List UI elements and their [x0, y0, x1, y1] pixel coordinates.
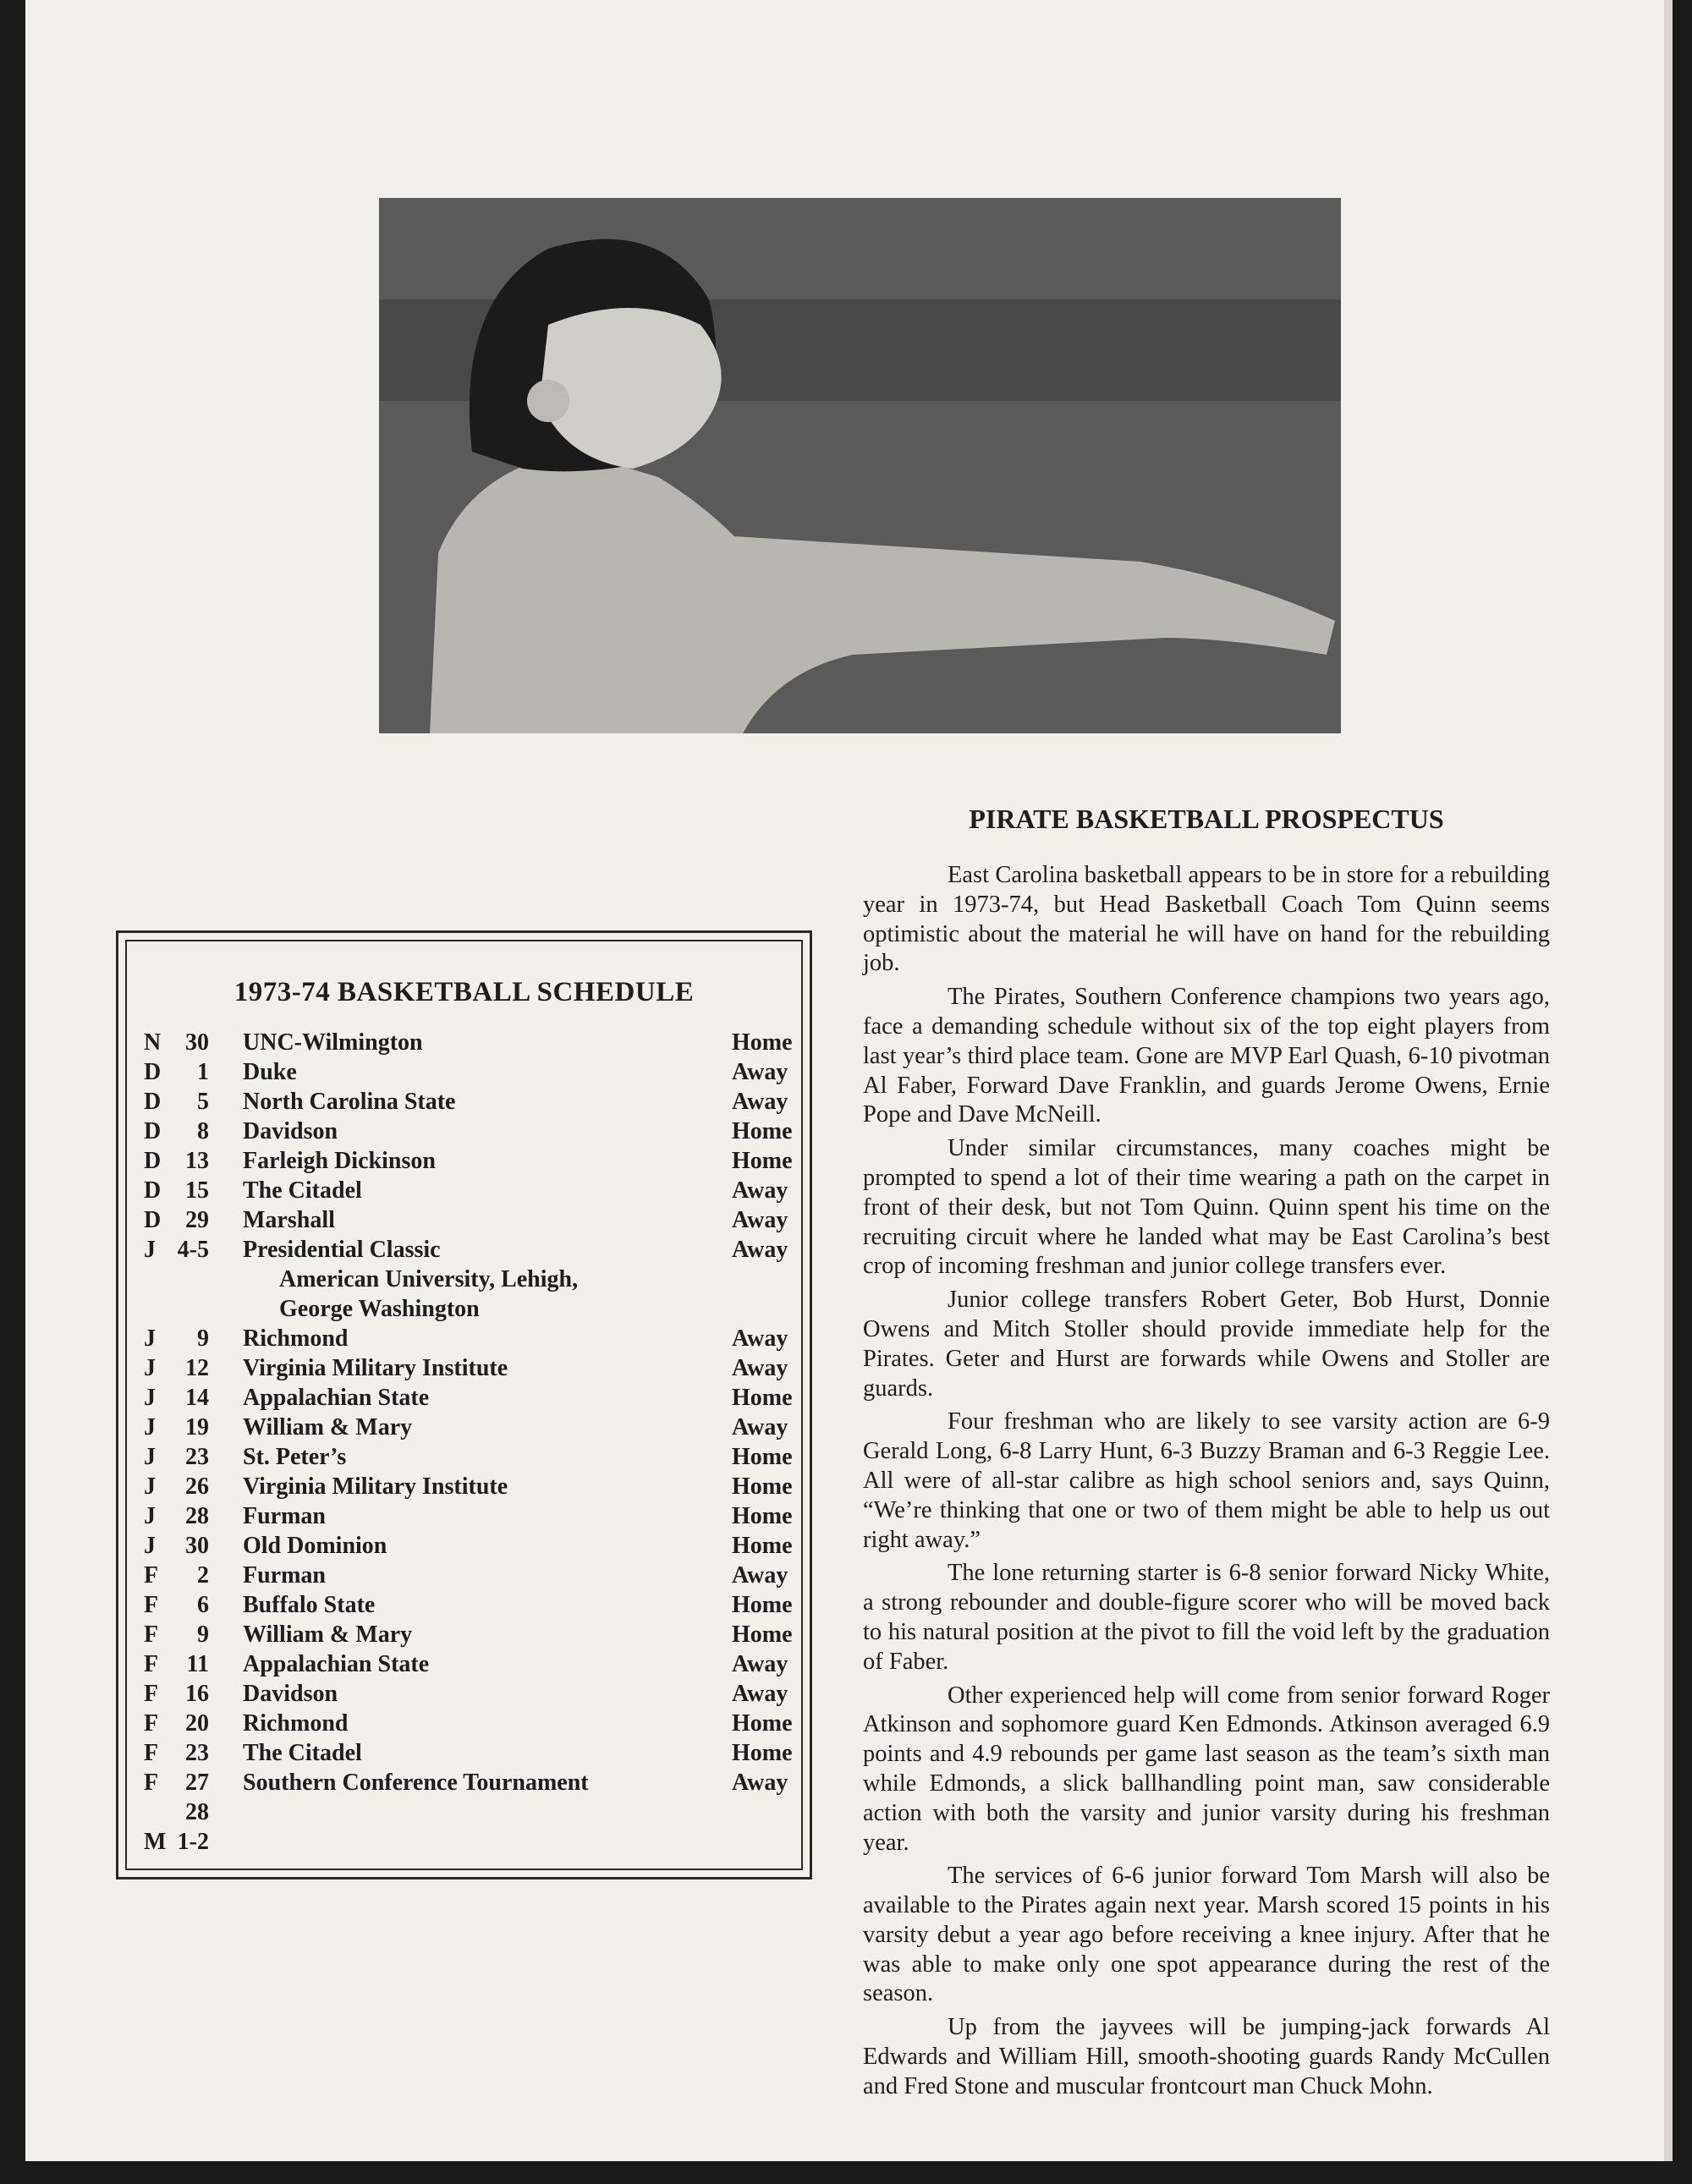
schedule-table: [144, 1028, 793, 1857]
game-month: D: [144, 1089, 162, 1115]
game-month: F: [144, 1592, 159, 1618]
game-day: 30: [185, 1533, 209, 1559]
game-opponent: St. Peter’s: [243, 1444, 347, 1470]
article-paragraph: Junior college transfers Robert Geter, Bob Hurst, Donnie Owens and Mitch Stoller should provide immediate help for the Pirates. Geter and Hurst are forwards while Owens and Stoller are guards.: [863, 1287, 1550, 1402]
article-paragraph: East Carolina basketball appears to be in store for a rebuilding year in 1973-74, but Head Basketball Coach Tom Quinn seems optimistic about the material he will have on hand for the rebuilding job.: [863, 862, 1550, 977]
game-opponent: UNC-Wilmington: [243, 1029, 423, 1056]
game-day: 11: [186, 1651, 209, 1677]
game-site: Away: [732, 1770, 788, 1796]
game-opponent: George Washington: [279, 1296, 480, 1322]
game-site: Home: [732, 1622, 793, 1648]
schedule-row: [144, 1235, 788, 1265]
game-month: N: [144, 1029, 162, 1056]
game-month: D: [144, 1148, 162, 1174]
game-site: Away: [732, 1237, 788, 1263]
schedule-row: [144, 1294, 784, 1324]
article-paragraph: Other experienced help will come from senior forward Roger Atkinson and sophomore guard Ken Edmonds. Atkinson averaged 6.9 points and 4.9 rebounds per game last season as the team’s sixth man while Edmonds, a slick ballhandling point man, saw considerable action with both the varsity and junior varsity during his freshman year.: [863, 1682, 1550, 1856]
game-opponent: Virginia Military Institute: [243, 1473, 508, 1500]
game-month: F: [144, 1562, 159, 1589]
schedule-row: [144, 1324, 788, 1353]
game-month: F: [144, 1651, 159, 1677]
schedule-row: [144, 1561, 788, 1590]
schedule-row: [144, 1827, 784, 1857]
schedule-row: [144, 1353, 788, 1383]
game-month: F: [144, 1740, 159, 1766]
game-site: Away: [732, 1355, 788, 1381]
schedule-row: [144, 1501, 793, 1531]
game-day: 30: [185, 1029, 209, 1056]
game-opponent: Davidson: [243, 1681, 338, 1707]
game-site: Home: [732, 1148, 793, 1174]
game-day: 23: [185, 1740, 209, 1766]
game-month: J: [144, 1385, 156, 1411]
article-paragraph: The services of 6-6 junior forward Tom Marsh will also be available to the Pirates again next year. Marsh scored 15 points in his varsity debut a year ago before receiving a knee injury. After that he was able to make only one spot appearance during the rest of the season.: [863, 1863, 1550, 2007]
game-opponent: William & Mary: [243, 1622, 413, 1648]
game-site: Away: [732, 1414, 788, 1440]
article-paragraph: Under similar circumstances, many coaches might be prompted to spend a lot of their time wearing a path on the carpet in front of their desk, but not Tom Quinn. Quinn spent his time on the recruiting circuit where he landed what may be East Carolina’s best crop of incoming freshman and junior college transfers ever.: [863, 1135, 1550, 1280]
game-opponent: Richmond: [243, 1710, 349, 1737]
game-day: 13: [185, 1148, 209, 1174]
schedule-box: [116, 930, 812, 1879]
game-site: Away: [732, 1177, 788, 1204]
game-site: Home: [732, 1385, 793, 1411]
game-month: D: [144, 1207, 162, 1233]
game-site: Home: [732, 1444, 793, 1470]
game-day: 29: [185, 1207, 209, 1233]
article-body: [863, 861, 1550, 2106]
game-opponent: North Carolina State: [243, 1089, 456, 1115]
game-day: 14: [185, 1385, 209, 1411]
game-month: J: [144, 1503, 156, 1529]
game-day: 1: [197, 1059, 209, 1085]
game-opponent: Old Dominion: [243, 1533, 387, 1559]
game-opponent: American University, Lehigh,: [279, 1266, 579, 1292]
game-site: Home: [732, 1473, 793, 1500]
game-month: J: [144, 1355, 156, 1381]
game-day: 1-2: [177, 1829, 209, 1855]
game-site: Home: [732, 1740, 793, 1766]
game-opponent: The Citadel: [243, 1740, 362, 1766]
article-paragraph: Four freshman who are likely to see varsity action are 6-9 Gerald Long, 6-8 Larry Hunt, 6-3 Buzzy Braman and 6-3 Reggie Lee. All were of all-star calibre as high school seniors and, says Quinn, “We’re thinking that one or two of them might be able to help us out right away.”: [863, 1408, 1550, 1553]
game-day: 26: [185, 1473, 209, 1500]
game-month: D: [144, 1177, 162, 1204]
page-edge: [1664, 0, 1673, 2161]
game-day: 4-5: [177, 1237, 209, 1263]
game-opponent: Furman: [243, 1562, 326, 1589]
game-month: F: [144, 1622, 159, 1648]
game-opponent: Duke: [243, 1059, 297, 1085]
game-month: J: [144, 1237, 156, 1263]
game-site: Away: [732, 1325, 788, 1352]
schedule-row: [144, 1087, 788, 1117]
article-paragraph: The Pirates, Southern Conference champions two years ago, face a demanding schedule without six of the top eight players from last year’s third place team. Gone are MVP Earl Quash, 6-10 pivotman Al Faber, Forward Dave Franklin, and guards Jerome Owens, Ernie Pope and Dave McNeill.: [863, 984, 1550, 1128]
game-day: 23: [185, 1444, 209, 1470]
game-day: 12: [185, 1355, 209, 1381]
article-title: PIRATE BASKETBALL PROSPECTUS: [969, 804, 1444, 834]
schedule-row: [144, 1265, 784, 1294]
game-site: Away: [732, 1562, 788, 1589]
game-day: 9: [197, 1325, 209, 1352]
game-day: 2: [197, 1562, 209, 1589]
game-site: Away: [732, 1059, 788, 1085]
game-site: Home: [732, 1710, 793, 1737]
game-site: Away: [732, 1681, 788, 1707]
game-month: J: [144, 1473, 156, 1500]
schedule-row: [144, 1472, 793, 1501]
game-opponent: Virginia Military Institute: [243, 1355, 508, 1381]
schedule-row: [144, 1679, 788, 1709]
schedule-row: [144, 1590, 793, 1620]
article-paragraph: Up from the jayvees will be jumping-jack forwards Al Edwards and William Hill, smooth-shooting guards Randy McCullen and Fred Stone and muscular frontcourt man Chuck Mohn.: [863, 2014, 1550, 2099]
game-month: F: [144, 1710, 159, 1737]
game-day: 9: [197, 1622, 209, 1648]
schedule-row: [144, 1413, 788, 1442]
game-day: 8: [197, 1118, 209, 1144]
schedule-row: [144, 1738, 793, 1768]
schedule-row: [144, 1768, 788, 1797]
game-day: 6: [197, 1592, 209, 1618]
schedule-row: [144, 1442, 793, 1472]
game-day: 15: [185, 1177, 209, 1204]
game-opponent: Presidential Classic: [243, 1237, 441, 1263]
game-month: F: [144, 1770, 159, 1796]
game-day: 27: [185, 1770, 209, 1796]
game-site: Away: [732, 1651, 788, 1677]
game-opponent: Farleigh Dickinson: [243, 1148, 436, 1174]
game-site: Away: [732, 1089, 788, 1115]
game-opponent: Davidson: [243, 1118, 338, 1144]
game-opponent: Furman: [243, 1503, 326, 1529]
schedule-title: 1973-74 BASKETBALL SCHEDULE: [233, 977, 695, 1007]
game-opponent: Southern Conference Tournament: [243, 1770, 589, 1796]
schedule-row: [144, 1057, 788, 1087]
game-site: Away: [732, 1207, 788, 1233]
game-day: 28: [185, 1799, 209, 1825]
schedule-row: [144, 1709, 793, 1738]
game-opponent: Richmond: [243, 1325, 349, 1352]
coach-photo: [379, 198, 1341, 733]
game-opponent: William & Mary: [243, 1414, 413, 1440]
schedule-row: [144, 1117, 793, 1146]
schedule-row: [144, 1146, 793, 1176]
game-month: J: [144, 1533, 156, 1559]
article-paragraph: The lone returning starter is 6-8 senior forward Nicky White, a strong rebounder and double-figure scorer who will be moved back to his natural position at the pivot to fill the void left by the graduation of Faber.: [863, 1560, 1550, 1675]
game-site: Home: [732, 1533, 793, 1559]
game-month: D: [144, 1118, 162, 1144]
game-day: 16: [185, 1681, 209, 1707]
game-opponent: Appalachian State: [243, 1385, 430, 1411]
game-day: 5: [197, 1089, 209, 1115]
game-day: 20: [185, 1710, 209, 1737]
schedule-row: [144, 1620, 793, 1649]
schedule-row: [144, 1649, 788, 1679]
game-opponent: Appalachian State: [243, 1651, 430, 1677]
game-month: D: [144, 1059, 162, 1085]
schedule-row: [144, 1205, 788, 1235]
schedule-row: [144, 1383, 793, 1413]
game-site: Home: [732, 1503, 793, 1529]
schedule-row: [144, 1176, 788, 1205]
game-month: J: [144, 1325, 156, 1352]
game-opponent: Buffalo State: [243, 1592, 376, 1618]
game-day: 19: [185, 1414, 209, 1440]
game-month: M: [144, 1829, 167, 1855]
game-day: 28: [185, 1503, 209, 1529]
game-site: Home: [732, 1029, 793, 1056]
game-site: Home: [732, 1118, 793, 1144]
game-month: F: [144, 1681, 159, 1707]
schedule-row: [144, 1028, 793, 1057]
game-opponent: Marshall: [243, 1207, 335, 1233]
game-opponent: The Citadel: [243, 1177, 362, 1204]
schedule-row: [144, 1797, 784, 1827]
game-site: Home: [732, 1592, 793, 1618]
game-month: J: [144, 1444, 156, 1470]
schedule-row: [144, 1531, 793, 1561]
game-month: J: [144, 1414, 156, 1440]
